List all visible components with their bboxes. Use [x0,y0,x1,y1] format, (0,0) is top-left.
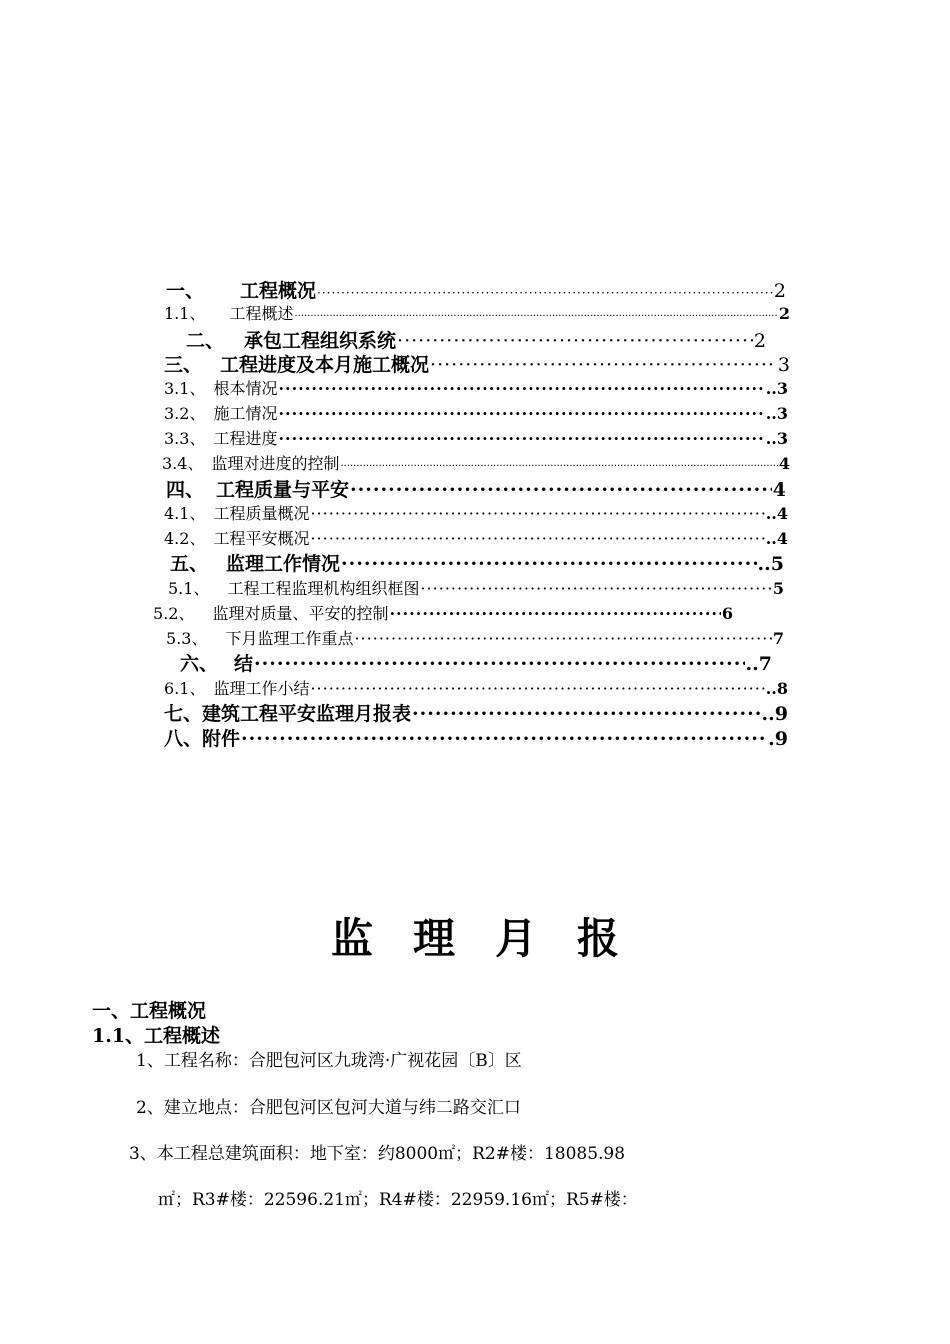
toc-leader [278,404,764,423]
toc-page: 2 [753,330,766,352]
toc-page: ..4 [765,504,788,523]
toc-leader [397,330,753,352]
toc-title: 工程进度及本月施工概况 [220,354,430,376]
toc-entry[interactable] [164,724,788,748]
toc-page: ..3 [765,379,788,398]
toc-title: 工程平安概况 [213,529,310,548]
toc-title: 根本情况 [213,379,278,398]
toc-number: 1.1、 [164,304,206,323]
section-heading: 一、工程概况 [92,1000,207,1022]
toc-page: ..5 [757,553,784,575]
toc-number: 5.1、 [168,579,210,598]
toc-page: 7 [772,629,784,648]
toc-entry[interactable] [164,501,788,525]
toc-page: 4 [772,479,786,501]
toc-page: ..8 [765,679,788,698]
toc-entry[interactable] [166,475,786,499]
toc-entry[interactable] [164,676,788,700]
toc-entry[interactable] [166,626,784,650]
toc-leader [278,379,764,398]
toc-leader [389,604,720,623]
toc-title: 承包工程组织系统 [244,330,397,352]
toc-number: 五、 [170,553,209,575]
toc-leader [254,653,745,675]
toc-entry[interactable] [164,699,788,723]
toc-entry[interactable] [186,326,766,350]
toc-title: 工程概况 [240,280,317,302]
toc-entry[interactable] [168,576,784,600]
toc-page: ..4 [765,529,788,548]
toc-title: 工程质量概况 [213,504,310,523]
toc-number: 一、 [166,280,205,302]
toc-title: 附件 [202,728,241,750]
toc-number: 6.1、 [164,679,206,698]
toc-entry[interactable] [166,276,786,300]
toc-number: 六、 [180,653,219,675]
paragraph: 3、本工程总建筑面积：地下室：约8000㎡；R2#楼：18085.98 [129,1144,626,1164]
toc-leader [412,703,761,725]
toc-number: 3.1、 [164,379,206,398]
toc-number: 4.2、 [164,529,206,548]
toc-leader [294,311,777,322]
toc-page: 2 [778,304,790,323]
toc-entry[interactable] [162,451,790,475]
toc-title: 工程进度 [213,429,278,448]
toc-number: 七、 [164,703,203,725]
toc-leader [350,479,772,501]
toc-page: 3 [777,354,790,376]
toc-number: 三、 [164,354,203,376]
toc-title: 监理对进度的控制 [211,454,340,473]
toc-title: 下月监理工作重点 [225,629,354,648]
toc-number: 3.2、 [164,404,206,423]
toc-number: 3.4、 [162,454,204,473]
paragraph: 1、工程名称：合肥包河区九珑湾·广视花园〔B〕区 [136,1051,522,1071]
toc-entry[interactable] [153,601,733,625]
toc-number: 八、 [164,728,203,750]
toc-entry[interactable] [164,426,788,450]
toc-title: 监理工作情况 [226,553,341,575]
toc-title: 建筑工程平安监理月报表 [202,703,412,725]
toc-number: 3.3、 [164,429,206,448]
paragraph: 2、建立地点：合肥包河区包河大道与纬二路交汇口 [136,1098,521,1118]
toc-number: 二、 [186,330,225,352]
toc-leader [317,286,773,300]
toc-entry[interactable] [170,549,784,573]
toc-leader [310,679,764,698]
toc-leader [278,429,764,448]
toc-title: 结 [234,653,254,675]
toc-entry[interactable] [164,350,790,374]
toc-title: 工程概述 [229,304,294,323]
toc-title: 施工情况 [213,404,278,423]
toc-leader [420,579,771,598]
toc-entry[interactable] [164,376,788,400]
toc-page: 2 [773,280,786,302]
toc-leader [310,504,764,523]
toc-page: ..7 [745,653,772,675]
toc-entry[interactable] [164,401,788,425]
toc-number: 5.3、 [166,629,208,648]
toc-page: ..3 [765,429,788,448]
toc-page: .9 [768,728,788,750]
toc-leader [340,461,777,472]
subsection-heading: 1.1、工程概述 [92,1025,221,1047]
toc-number: 四、 [166,479,205,501]
toc-entry[interactable] [180,649,772,673]
toc-leader [241,728,767,750]
toc-page: ..9 [761,703,788,725]
toc-leader [430,354,777,376]
document-title: 监理月报 [330,914,659,963]
toc-title: 监理工作小结 [213,679,310,698]
toc-page: ..3 [765,404,788,423]
toc-page: 6 [721,604,733,623]
toc-leader [341,553,757,575]
toc-title: 工程工程监理机构组织框图 [227,579,420,598]
toc-entry[interactable] [164,526,788,550]
toc-leader [354,629,771,648]
toc-number: 4.1、 [164,504,206,523]
paragraph: ㎡；R3#楼：22596.21㎡；R4#楼：22959.16㎡；R5#楼： [158,1190,638,1210]
toc-page: 4 [778,454,790,473]
toc-leader [310,529,764,548]
toc-entry[interactable] [164,301,790,325]
toc-title: 监理对质量、平安的控制 [212,604,389,623]
toc-page: 5 [772,579,784,598]
toc-title: 工程质量与平安 [216,479,350,501]
toc-number: 5.2、 [153,604,195,623]
